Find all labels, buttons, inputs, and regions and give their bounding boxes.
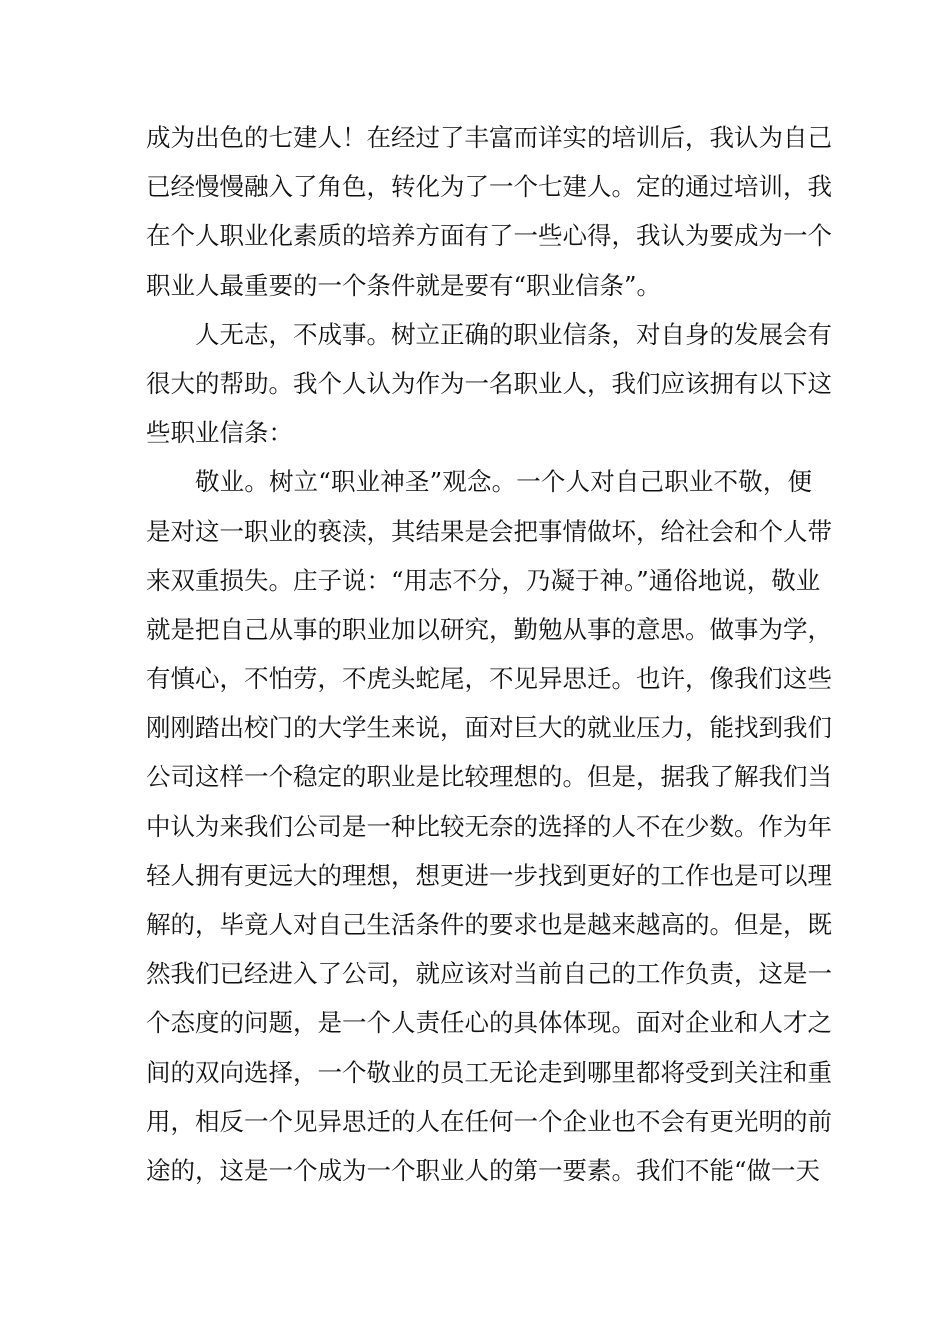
text-line: 间的双向选择，一个敬业的员工无论走到哪里都将受到关注和重 xyxy=(146,1057,832,1087)
text-line: 轻人拥有更远大的理想，想更进一步找到更好的工作也是可以理 xyxy=(146,860,832,890)
text-line: 些职业信条： xyxy=(146,418,293,448)
text-line: 已经慢慢融入了角色，转化为了一个七建人。定的通过培训，我 xyxy=(146,172,832,202)
text-line: 个态度的问题，是一个人责任心的具体体现。面对企业和人才之 xyxy=(146,1008,832,1038)
document-body xyxy=(146,113,832,1195)
text-line: 就是把自己从事的职业加以研究，勤勉从事的意思。做事为学， xyxy=(146,614,832,644)
paragraph xyxy=(146,310,832,458)
text-line: 中认为来我们公司是一种比较无奈的选择的人不在少数。作为年 xyxy=(146,811,832,841)
text-line: 途的，这是一个成为一个职业人的第一要素。我们不能“做一天 xyxy=(146,1155,821,1185)
text-line: 解的，毕竟人对自己生活条件的要求也是越来越高的。但是，既 xyxy=(146,910,832,939)
text-line: 成为出色的七建人！在经过了丰富而详实的培训后，我认为自己 xyxy=(146,123,832,152)
text-line: 敬业。树立“职业神圣”观念。一个人对自己职业不敬，便 xyxy=(195,467,812,497)
text-line: 有慎心，不怕劳，不虎头蛇尾，不见异思迁。也许，像我们这些 xyxy=(146,664,832,694)
text-line: 很大的帮助。我个人认为作为一名职业人，我们应该拥有以下这 xyxy=(146,368,832,398)
text-line: 职业人最重要的一个条件就是要有“职业信条”。 xyxy=(146,270,662,300)
text-line: 用，相反一个见异思迁的人在任何一个企业也不会有更光明的前 xyxy=(146,1106,832,1136)
text-line: 在个人职业化素质的培养方面有了一些心得，我认为要成为一个 xyxy=(146,221,832,251)
text-line: 来双重损失。庄子说：“用志不分，乃凝于神。”通俗地说，敬业 xyxy=(146,565,821,595)
text-line: 人无志，不成事。树立正确的职业信条，对自身的发展会有 xyxy=(195,319,832,349)
text-line: 公司这样一个稳定的职业是比较理想的。但是，据我了解我们当 xyxy=(146,762,832,792)
text-line: 是对这一职业的亵渎，其结果是会把事情做坏，给社会和个人带 xyxy=(146,516,832,546)
paragraph xyxy=(146,113,832,310)
text-line: 然我们已经进入了公司，就应该对当前自己的工作负责，这是一 xyxy=(146,959,832,989)
text-line: 刚刚踏出校门的大学生来说，面对巨大的就业压力，能找到我们 xyxy=(146,713,832,743)
paragraph xyxy=(146,457,832,1195)
